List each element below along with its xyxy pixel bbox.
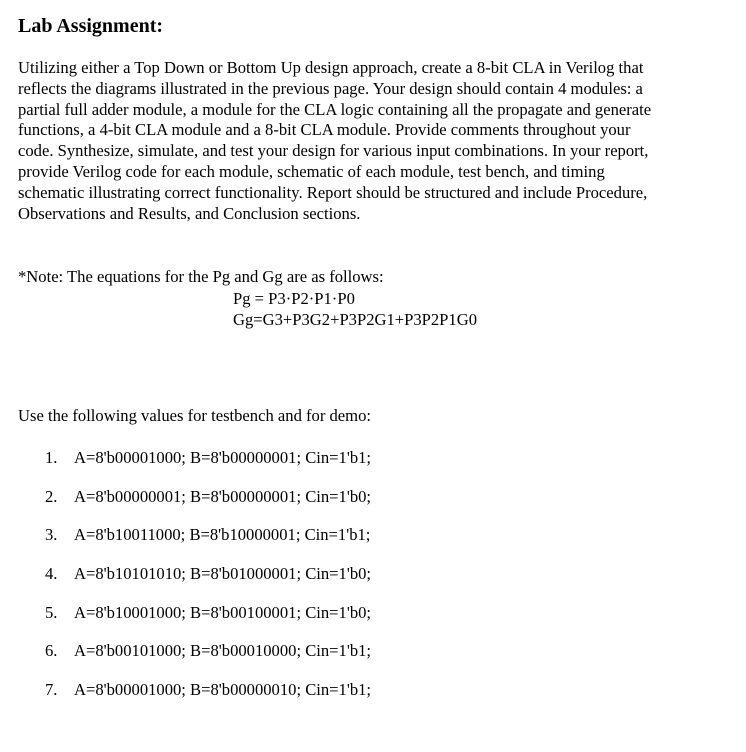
paragraph-line: Utilizing either a Top Down or Bottom Up design approach, create a 8-bit CLA in Verilog that (18, 58, 644, 77)
paragraph-line: reflects the diagrams illustrated in the previous page. Your design should contain 4 modules: a (18, 78, 643, 98)
test-values-list (0, 447, 746, 718)
list-item (0, 524, 746, 563)
list-item (0, 602, 746, 641)
list-number: 5. (45, 602, 58, 622)
test-values: A=8'b00101000; B=8'b00010000; Cin=1'b1; (74, 641, 372, 661)
paragraph-line: Observations and Results, and Conclusion sections. (18, 203, 361, 223)
test-values: A=8'b10011000; B=8'b10000001; Cin=1'b1; (74, 525, 371, 545)
pg-equation: Pg = P3·P2·P1·P0 (233, 289, 355, 308)
list-item (0, 447, 746, 486)
page-title: Lab Assignment: (18, 15, 164, 37)
assignment-paragraph (18, 58, 730, 224)
test-values: A=8'b00001000; B=8'b00000001; Cin=1'b1; (74, 448, 372, 467)
paragraph-line: schematic illustrating correct functionality. Report should be structured and include Procedure, (18, 182, 648, 202)
list-item (0, 640, 746, 679)
test-values: A=8'b10101010; B=8'b01000001; Cin=1'b0; (74, 564, 372, 584)
paragraph-line: provide Verilog code for each module, schematic of each module, test bench, and timing (18, 161, 605, 181)
list-number: 7. (45, 680, 58, 700)
list-number: 4. (45, 564, 58, 584)
test-values: A=8'b00000001; B=8'b00000001; Cin=1'b0; (74, 486, 372, 506)
list-number: 2. (45, 486, 58, 506)
paragraph-line: code. Synthesize, simulate, and test your design for various input combinations. In your report, (18, 141, 649, 161)
test-values: A=8'b10001000; B=8'b00100001; Cin=1'b0; (74, 602, 372, 622)
note-text: *Note: The equations for the Pg and Gg are as follows: (18, 267, 384, 286)
list-item (0, 679, 746, 718)
list-number: 1. (45, 448, 58, 467)
list-item (0, 563, 746, 602)
gg-equation: Gg=G3+P3G2+P3P2G1+P3P2P1G0 (233, 310, 477, 329)
list-number: 3. (45, 525, 58, 545)
paragraph-line: functions, a 4-bit CLA module and a 8-bit CLA module. Provide comments throughout your (18, 120, 631, 140)
list-item (0, 486, 746, 525)
tests-intro: Use the following values for testbench and for demo: (18, 406, 371, 425)
list-number: 6. (45, 641, 58, 661)
test-values: A=8'b00001000; B=8'b00000010; Cin=1'b1; (74, 680, 372, 700)
paragraph-line: partial full adder module, a module for the CLA logic containing all the propagate and generate (18, 99, 652, 119)
